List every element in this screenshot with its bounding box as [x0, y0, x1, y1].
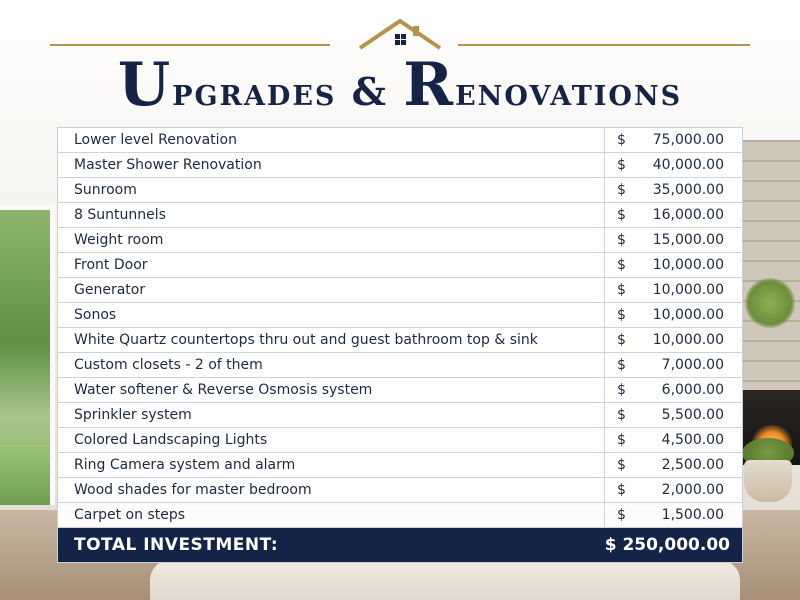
table-row [58, 253, 742, 278]
item-amount: 2,500.00 [647, 453, 742, 478]
item-amount: 2,000.00 [647, 478, 742, 503]
table-row [58, 478, 742, 503]
item-name: White Quartz countertops thru out and guest bathroom top & sink [58, 328, 605, 353]
table-row [58, 453, 742, 478]
item-name: Sunroom [58, 178, 605, 203]
item-name: Sprinkler system [58, 403, 605, 428]
item-amount: 10,000.00 [647, 278, 742, 303]
currency-symbol: $ [605, 228, 648, 253]
background-window [0, 205, 55, 505]
currency-symbol: $ [605, 278, 648, 303]
background-plant [745, 278, 795, 328]
item-name: Ring Camera system and alarm [58, 453, 605, 478]
currency-symbol: $ [605, 178, 648, 203]
currency-symbol: $ [605, 453, 648, 478]
currency-symbol: $ [605, 128, 648, 153]
item-name: Lower level Renovation [58, 128, 605, 153]
table-row [58, 353, 742, 378]
table-row [58, 403, 742, 428]
table-row [58, 303, 742, 328]
item-name: Colored Landscaping Lights [58, 428, 605, 453]
currency-symbol: $ [605, 153, 648, 178]
item-amount: 6,000.00 [647, 378, 742, 403]
currency-symbol: $ [605, 328, 648, 353]
title-initial-u: U [117, 50, 173, 120]
currency-symbol: $ [605, 353, 648, 378]
item-name: Custom closets - 2 of them [58, 353, 605, 378]
item-amount: 35,000.00 [647, 178, 742, 203]
header [0, 0, 800, 125]
title-initial-r: R [403, 50, 456, 120]
item-name: Generator [58, 278, 605, 303]
item-name: 8 Suntunnels [58, 203, 605, 228]
currency-symbol: $ [605, 503, 648, 528]
item-amount: 7,000.00 [647, 353, 742, 378]
item-name: Sonos [58, 303, 605, 328]
item-name: Front Door [58, 253, 605, 278]
header-rule-right [458, 44, 750, 46]
background-sofa [150, 560, 740, 600]
item-amount: 10,000.00 [647, 328, 742, 353]
total-row [58, 528, 742, 563]
currency-symbol: $ [605, 253, 648, 278]
table-row [58, 228, 742, 253]
table-row [58, 203, 742, 228]
item-amount: 5,500.00 [647, 403, 742, 428]
item-name: Weight room [58, 228, 605, 253]
table-row [58, 278, 742, 303]
item-amount: 75,000.00 [647, 128, 742, 153]
item-name: Master Shower Renovation [58, 153, 605, 178]
table-row [58, 378, 742, 403]
item-name: Wood shades for master bedroom [58, 478, 605, 503]
page-title [0, 50, 800, 127]
item-amount: 15,000.00 [647, 228, 742, 253]
background-pot [744, 460, 792, 502]
title-part-upgrades: pgrades & [172, 69, 404, 114]
total-value: $ 250,000.00 [605, 528, 743, 563]
background-stone-wall [742, 140, 800, 400]
header-rule-left [50, 44, 330, 46]
item-name: Carpet on steps [58, 503, 605, 528]
table-row [58, 328, 742, 353]
currency-symbol: $ [605, 403, 648, 428]
title-part-renovations: enovations [455, 69, 683, 114]
table-row [58, 428, 742, 453]
item-amount: 1,500.00 [647, 503, 742, 528]
upgrades-table [57, 127, 743, 563]
house-icon [358, 18, 442, 52]
item-amount: 10,000.00 [647, 253, 742, 278]
currency-symbol: $ [605, 478, 648, 503]
item-amount: 16,000.00 [647, 203, 742, 228]
table-row [58, 503, 742, 528]
table-row [58, 153, 742, 178]
item-amount: 10,000.00 [647, 303, 742, 328]
currency-symbol: $ [605, 303, 648, 328]
table-row [58, 128, 742, 153]
item-amount: 40,000.00 [647, 153, 742, 178]
table-row [58, 178, 742, 203]
item-name: Water softener & Reverse Osmosis system [58, 378, 605, 403]
item-amount: 4,500.00 [647, 428, 742, 453]
currency-symbol: $ [605, 428, 648, 453]
currency-symbol: $ [605, 378, 648, 403]
currency-symbol: $ [605, 203, 648, 228]
total-label: TOTAL INVESTMENT: [58, 528, 605, 563]
